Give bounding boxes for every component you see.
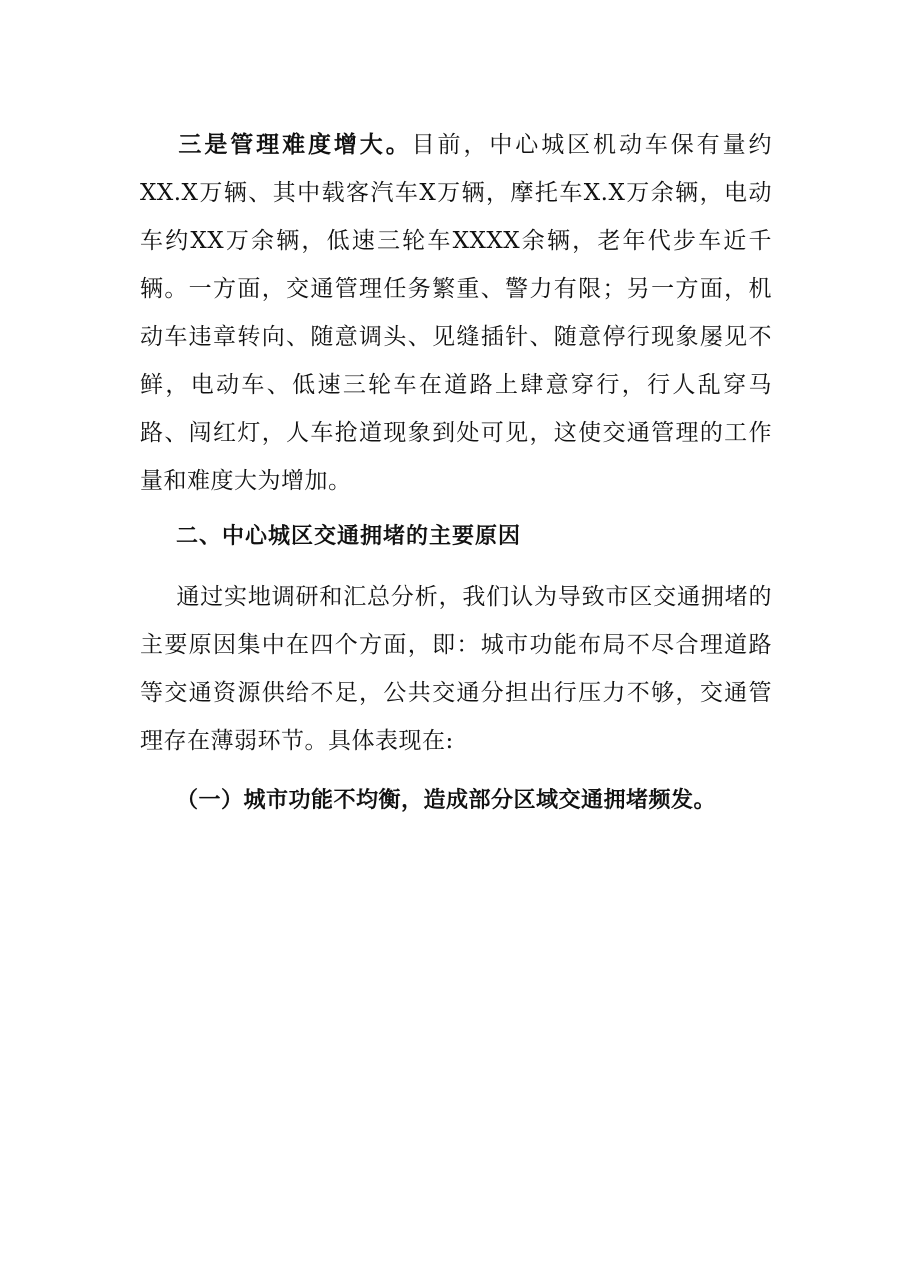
subsection-heading bbox=[140, 777, 772, 825]
section-heading-text: 二、中心城区交通拥堵的主要原因 bbox=[176, 524, 522, 549]
paragraph-body: 目前，中心城区机动车保有量约XX.X万辆、其中载客汽车X万辆，摩托车X.X万余辆，电动车约XX万余辆，低速三轮车XXXX余辆，老年代步车近千辆。一方面，交通管理任务繁重、警力有限；另一方面，机动车违章转向、随意调头、见缝插针、随意停行现象屡见不鲜，电动车、低速三轮车在道路上肆意穿行，行人乱穿马路、闯红灯，人车抢道现象到处可见，这使交通管理的工作量和难度大为增加。 bbox=[140, 132, 773, 494]
section-heading bbox=[140, 513, 772, 561]
paragraph-management-difficulty bbox=[140, 121, 772, 505]
paragraph-main-causes bbox=[140, 573, 772, 765]
paragraph-lead: 三是管理难度增大。 bbox=[176, 131, 412, 158]
paragraph-main-causes-text: 通过实地调研和汇总分析，我们认为导致市区交通拥堵的主要原因集中在四个方面，即：城市功能布局不尽合理道路等交通资源供给不足，公共交通分担出行压力不够，交通管理存在薄弱环节。具体表现在: bbox=[140, 584, 772, 754]
subsection-heading-text: （一）城市功能不均衡，造成部分区域交通拥堵频发。 bbox=[176, 788, 717, 813]
